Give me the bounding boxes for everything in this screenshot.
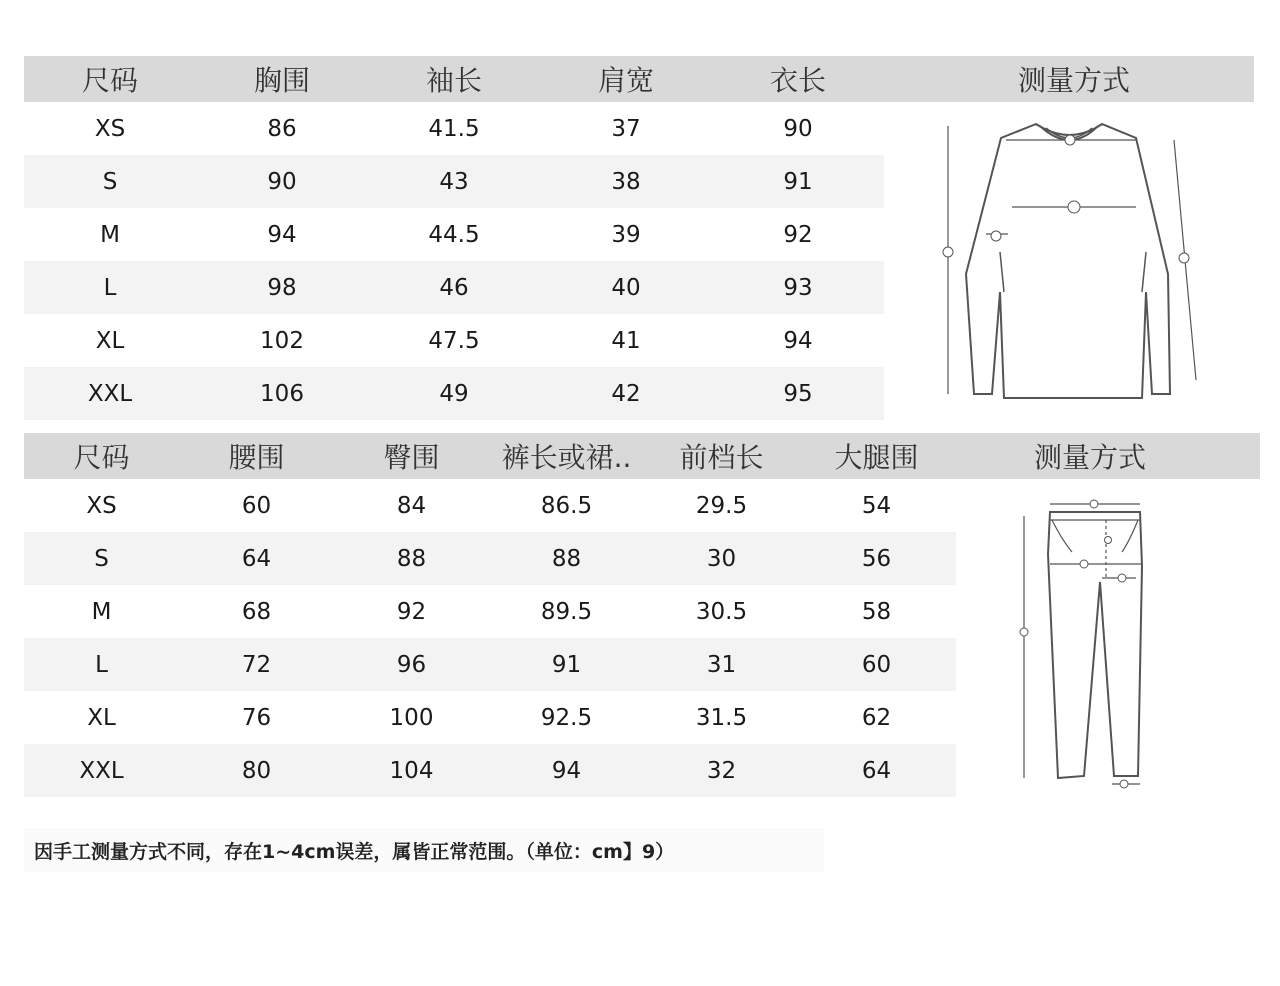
long-sleeve-shirt-measurement-icon: [936, 112, 1206, 402]
bottoms-cell: 94: [551, 757, 582, 784]
bottoms-table-row: [24, 532, 956, 585]
tops-table-row: [24, 208, 884, 261]
bottoms-cell: 88: [551, 545, 582, 572]
tops-cell: 94: [783, 327, 813, 354]
tops-table-row: [24, 314, 884, 367]
tops-cell: 106: [260, 380, 304, 407]
bottoms-cell: 30: [706, 545, 737, 572]
tops-cell: XS: [94, 115, 126, 142]
bottoms-cell: 32: [706, 757, 737, 784]
bottoms-table-row: [24, 585, 956, 638]
tops-cell: 49: [439, 380, 469, 407]
bottoms-cell: M: [91, 598, 112, 625]
tops-cell: XL: [95, 327, 125, 354]
trousers-measurement-icon: [1012, 494, 1162, 794]
bottoms-cell: 76: [241, 704, 272, 731]
bottoms-cell: 88: [396, 545, 427, 572]
tops-cell: 39: [611, 221, 641, 248]
tops-cell: 90: [783, 115, 813, 142]
bottoms-cell: 60: [241, 492, 272, 519]
bottoms-header-pants-length: 裤长或裙..: [501, 441, 632, 474]
tops-cell: 90: [267, 168, 297, 195]
tops-header-shoulder: 肩宽: [597, 64, 654, 97]
bottoms-table-row: [24, 479, 956, 532]
bottoms-cell: XS: [86, 492, 117, 519]
bottoms-cell: 64: [241, 545, 272, 572]
bottoms-header-row: [24, 433, 1260, 479]
bottoms-table-row: [24, 744, 956, 797]
tops-cell: 38: [611, 168, 641, 195]
tops-table-row: [24, 367, 884, 420]
bottoms-cell: L: [95, 651, 108, 678]
tops-cell: M: [100, 221, 120, 248]
tops-cell: 86: [267, 115, 297, 142]
bottoms-cell: S: [94, 545, 109, 572]
bottoms-cell: 29.5: [695, 492, 748, 519]
bottoms-header-hip: 臀围: [383, 441, 440, 474]
tops-cell: 44.5: [428, 221, 480, 248]
bottoms-header-thigh: 大腿围: [834, 441, 919, 474]
bottoms-cell: 62: [861, 704, 892, 731]
tops-cell: 93: [783, 274, 813, 301]
bottoms-cell: 100: [389, 704, 434, 731]
tops-cell: 46: [439, 274, 469, 301]
bottoms-cell: 91: [551, 651, 582, 678]
tops-cell: 41: [611, 327, 641, 354]
tops-cell: 47.5: [428, 327, 480, 354]
bottoms-table-row: [24, 638, 956, 691]
bottoms-cell: 68: [241, 598, 272, 625]
bottoms-cell: 56: [861, 545, 892, 572]
bottoms-cell: 31: [706, 651, 737, 678]
tops-header-length: 衣长: [769, 64, 826, 97]
bottoms-cell: 96: [396, 651, 427, 678]
bottoms-cell: 64: [861, 757, 892, 784]
bottoms-cell: XXL: [79, 757, 124, 784]
tops-cell: 42: [611, 380, 641, 407]
bottoms-cell: 86.5: [540, 492, 593, 519]
tops-header-sleeve: 袖长: [425, 64, 482, 97]
bottoms-cell: XL: [87, 704, 116, 731]
tops-cell: 37: [611, 115, 641, 142]
tops-cell: 91: [783, 168, 813, 195]
tops-header-chest: 胸围: [253, 64, 310, 97]
bottoms-cell: 89.5: [540, 598, 593, 625]
tops-cell: 40: [611, 274, 641, 301]
tops-table-row: [24, 155, 884, 208]
bottoms-header-front-rise: 前档长: [679, 441, 764, 474]
measurement-note: 因手工测量方式不同，存在1~4cm误差，属皆正常范围。（单位：cm】9）: [24, 828, 824, 872]
tops-table-row: [24, 261, 884, 314]
bottoms-header-method: 测量方式: [1033, 441, 1146, 474]
bottoms-header-size: 尺码: [73, 441, 130, 474]
tops-cell: 94: [267, 221, 297, 248]
bottoms-cell: 72: [241, 651, 272, 678]
bottoms-cell: 92.5: [540, 704, 593, 731]
bottoms-cell: 84: [396, 492, 427, 519]
bottoms-cell: 54: [861, 492, 892, 519]
tops-cell: L: [103, 274, 117, 301]
tops-header-method: 测量方式: [1017, 64, 1130, 97]
bottoms-cell: 92: [396, 598, 427, 625]
bottoms-cell: 80: [241, 757, 272, 784]
tops-table-row: [24, 102, 884, 155]
tops-cell: 95: [783, 380, 813, 407]
bottoms-cell: 31.5: [695, 704, 748, 731]
bottoms-header-waist: 腰围: [228, 441, 285, 474]
tops-cell: S: [102, 168, 118, 195]
tops-header-row: [24, 56, 1254, 102]
tops-cell: 102: [260, 327, 304, 354]
tops-cell: 41.5: [428, 115, 480, 142]
bottoms-cell: 60: [861, 651, 892, 678]
bottoms-table-row: [24, 691, 956, 744]
tops-cell: 43: [439, 168, 469, 195]
tops-cell: 98: [267, 274, 297, 301]
tops-cell: XXL: [87, 380, 133, 407]
bottoms-cell: 104: [389, 757, 434, 784]
bottoms-cell: 58: [861, 598, 892, 625]
tops-header-size: 尺码: [81, 64, 138, 97]
tops-cell: 92: [783, 221, 813, 248]
bottoms-cell: 30.5: [695, 598, 748, 625]
